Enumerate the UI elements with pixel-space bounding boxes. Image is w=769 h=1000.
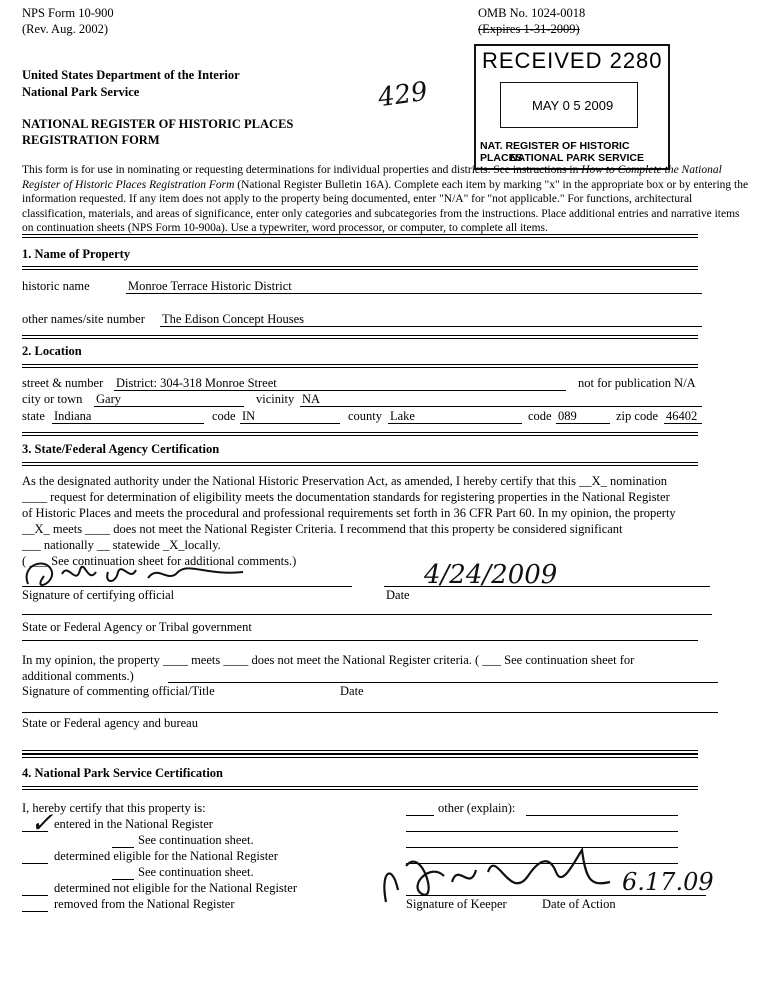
city-label: city or town xyxy=(22,392,83,406)
zip-value[interactable]: 46402 xyxy=(666,409,698,423)
divider xyxy=(22,364,698,368)
see-continuation-2: See continuation sheet. xyxy=(138,865,254,879)
date-of-action-handwritten: 6.17.09 xyxy=(622,868,714,896)
omb-expiration: (Expires 1-31-2009) xyxy=(478,22,580,36)
removed-blank[interactable] xyxy=(22,911,48,912)
instructions-line4: classification, materials, and areas of significance, enter only categories and subcategories from the instructions. Place additional entries and narrative items xyxy=(22,207,740,220)
see-cont2-blank[interactable] xyxy=(112,879,134,880)
cert-line2: ____ request for determination of eligibility meets the documentation standards for registering properties in the National Register xyxy=(22,490,670,504)
section3-heading: 3. State/Federal Agency Certification xyxy=(22,442,220,456)
other-blank[interactable] xyxy=(406,815,434,816)
opinion-line2: additional comments.) xyxy=(22,669,134,683)
date-of-action-label: Date of Action xyxy=(542,897,616,911)
street-label: street & number xyxy=(22,376,104,390)
section1-heading: 1. Name of Property xyxy=(22,247,131,261)
divider xyxy=(22,754,698,758)
stamp-line2: NATIONAL PARK SERVICE xyxy=(510,152,644,164)
section2-heading: 2. Location xyxy=(22,344,82,358)
form-number: NPS Form 10-900 xyxy=(22,6,114,20)
omb-number: OMB No. 1024-0018 xyxy=(478,6,586,20)
agency-label: State or Federal Agency or Tribal government xyxy=(22,620,252,634)
divider xyxy=(22,786,698,790)
city-underline xyxy=(94,406,244,407)
county-code-underline xyxy=(556,423,610,424)
keeper-line xyxy=(406,895,706,896)
county-code-label: code xyxy=(528,409,552,423)
state-value[interactable]: Indiana xyxy=(54,409,92,423)
nps-certify-intro: I, hereby certify that this property is: xyxy=(22,801,206,815)
entered-label: entered in the National Register xyxy=(54,817,213,831)
instructions-line2: (National Register Bulletin 16A). Complete each item by marking "x" in the appropriate box or by entering the xyxy=(234,178,749,191)
divider xyxy=(22,234,698,238)
state-code-value[interactable]: IN xyxy=(242,409,256,423)
form-title-line2: REGISTRATION FORM xyxy=(22,133,160,147)
historic-name-value[interactable]: Monroe Terrace Historic District xyxy=(128,279,292,293)
state-code-underline xyxy=(240,423,340,424)
not-eligible-label: determined not eligible for the National Register xyxy=(54,881,297,895)
eligible-label: determined eligible for the National Register xyxy=(54,849,278,863)
zip-underline xyxy=(664,423,702,424)
county-value[interactable]: Lake xyxy=(390,409,415,423)
keeper-label: Signature of Keeper xyxy=(406,897,507,911)
not-eligible-blank[interactable] xyxy=(22,895,48,896)
state-code-label: code xyxy=(212,409,236,423)
bureau-label: State or Federal agency and bureau xyxy=(22,716,198,730)
agency-line xyxy=(22,614,712,615)
divider xyxy=(22,432,698,436)
date-line xyxy=(384,586,710,587)
other-names-underline xyxy=(160,326,702,327)
county-underline xyxy=(388,423,522,424)
received-stamp xyxy=(474,44,670,170)
commenting-date-label: Date xyxy=(340,684,364,698)
divider xyxy=(22,266,698,270)
county-code-value[interactable]: 089 xyxy=(558,409,577,423)
bureau-line xyxy=(22,712,718,713)
cert-line4: __X_ meets ____ does not meet the National Register Criteria. I recommend that this property be considered significant xyxy=(22,522,623,536)
commenting-official-label: Signature of commenting official/Title xyxy=(22,684,215,698)
vicinity-underline xyxy=(300,406,702,407)
instructions-line3: information requested. If any item does not apply to the property being documented, enter "N/A" for "not applicable." For functions, architectural xyxy=(22,193,693,205)
entered-checkmark: ✓ xyxy=(30,806,54,839)
signature-line xyxy=(22,586,352,587)
see-cont1-blank[interactable] xyxy=(112,847,134,848)
eligible-blank[interactable] xyxy=(22,863,48,864)
not-for-publication: not for publication N/A xyxy=(578,376,696,390)
cert-line6: ( ___ See continuation sheet for additional comments.) xyxy=(22,554,297,568)
department-name: United States Department of the Interior xyxy=(22,68,240,82)
instructions-form-title: Register of Historic Places Registration Form xyxy=(22,178,235,191)
other-explain-line1[interactable] xyxy=(526,815,678,816)
county-label: county xyxy=(348,409,383,423)
other-explain-line2[interactable] xyxy=(406,831,678,832)
section4-heading: 4. National Park Service Certification xyxy=(22,766,223,780)
street-underline xyxy=(114,390,566,391)
removed-label: removed from the National Register xyxy=(54,897,235,911)
vicinity-label: vicinity xyxy=(256,392,295,406)
historic-name-underline xyxy=(126,293,702,294)
opinion-line1: In my opinion, the property ____ meets ____ does not meet the National Register criteria. ( ___ See continuation sheet for xyxy=(22,653,635,667)
state-underline xyxy=(52,423,204,424)
state-label: state xyxy=(22,409,45,423)
received-date: MAY 0 5 2009 xyxy=(532,98,614,113)
comment-line xyxy=(168,682,718,683)
certification-date-handwritten: 4/24/2009 xyxy=(424,560,558,590)
instructions-line1: This form is for use in nominating or requesting determinations for individual properties and districts. See instructions in xyxy=(22,164,582,176)
other-names-value[interactable]: The Edison Concept Houses xyxy=(162,312,304,326)
certification-date-label: Date xyxy=(386,588,410,602)
divider xyxy=(22,462,698,466)
cert-line1: As the designated authority under the National Historic Preservation Act, as amended, I hereby certify that this __X_ nomination xyxy=(22,474,667,488)
other-explain-label: other (explain): xyxy=(438,801,516,815)
stamp-line1: NAT. REGISTER OF HISTORIC PLACES xyxy=(480,140,630,164)
instructions-line5: on continuation sheets (NPS Form 10-900a). Use a typewriter, word processor, or computer, to complete all items. xyxy=(22,222,548,234)
opinion-paragraph xyxy=(22,652,702,684)
certifying-official-label: Signature of certifying official xyxy=(22,588,175,602)
service-name: National Park Service xyxy=(22,85,140,99)
zip-label: zip code xyxy=(616,409,658,423)
other-names-label: other names/site number xyxy=(22,312,145,326)
received-stamp-text: RECEIVED 2280 xyxy=(482,48,663,73)
cert-line3: of Historic Places and meets the procedural and professional requirements set forth in 36 CFR Part 60. In my opinion, the property xyxy=(22,506,676,520)
instructions xyxy=(22,163,749,236)
see-continuation-1: See continuation sheet. xyxy=(138,833,254,847)
handwritten-reference-number: 429 xyxy=(376,76,430,114)
divider xyxy=(22,335,698,339)
form-title-line1: NATIONAL REGISTER OF HISTORIC PLACES xyxy=(22,117,294,131)
cert-line5: ___ nationally __ statewide _X_locally. xyxy=(22,538,221,552)
form-revision: (Rev. Aug. 2002) xyxy=(22,22,108,36)
divider xyxy=(22,640,698,641)
instructions-guide-title: How to Complete the National xyxy=(581,164,722,176)
historic-name-label: historic name xyxy=(22,279,90,293)
street-value[interactable]: District: 304-318 Monroe Street xyxy=(116,376,277,390)
city-value[interactable]: Gary xyxy=(96,392,121,406)
vicinity-value[interactable]: NA xyxy=(302,392,321,406)
